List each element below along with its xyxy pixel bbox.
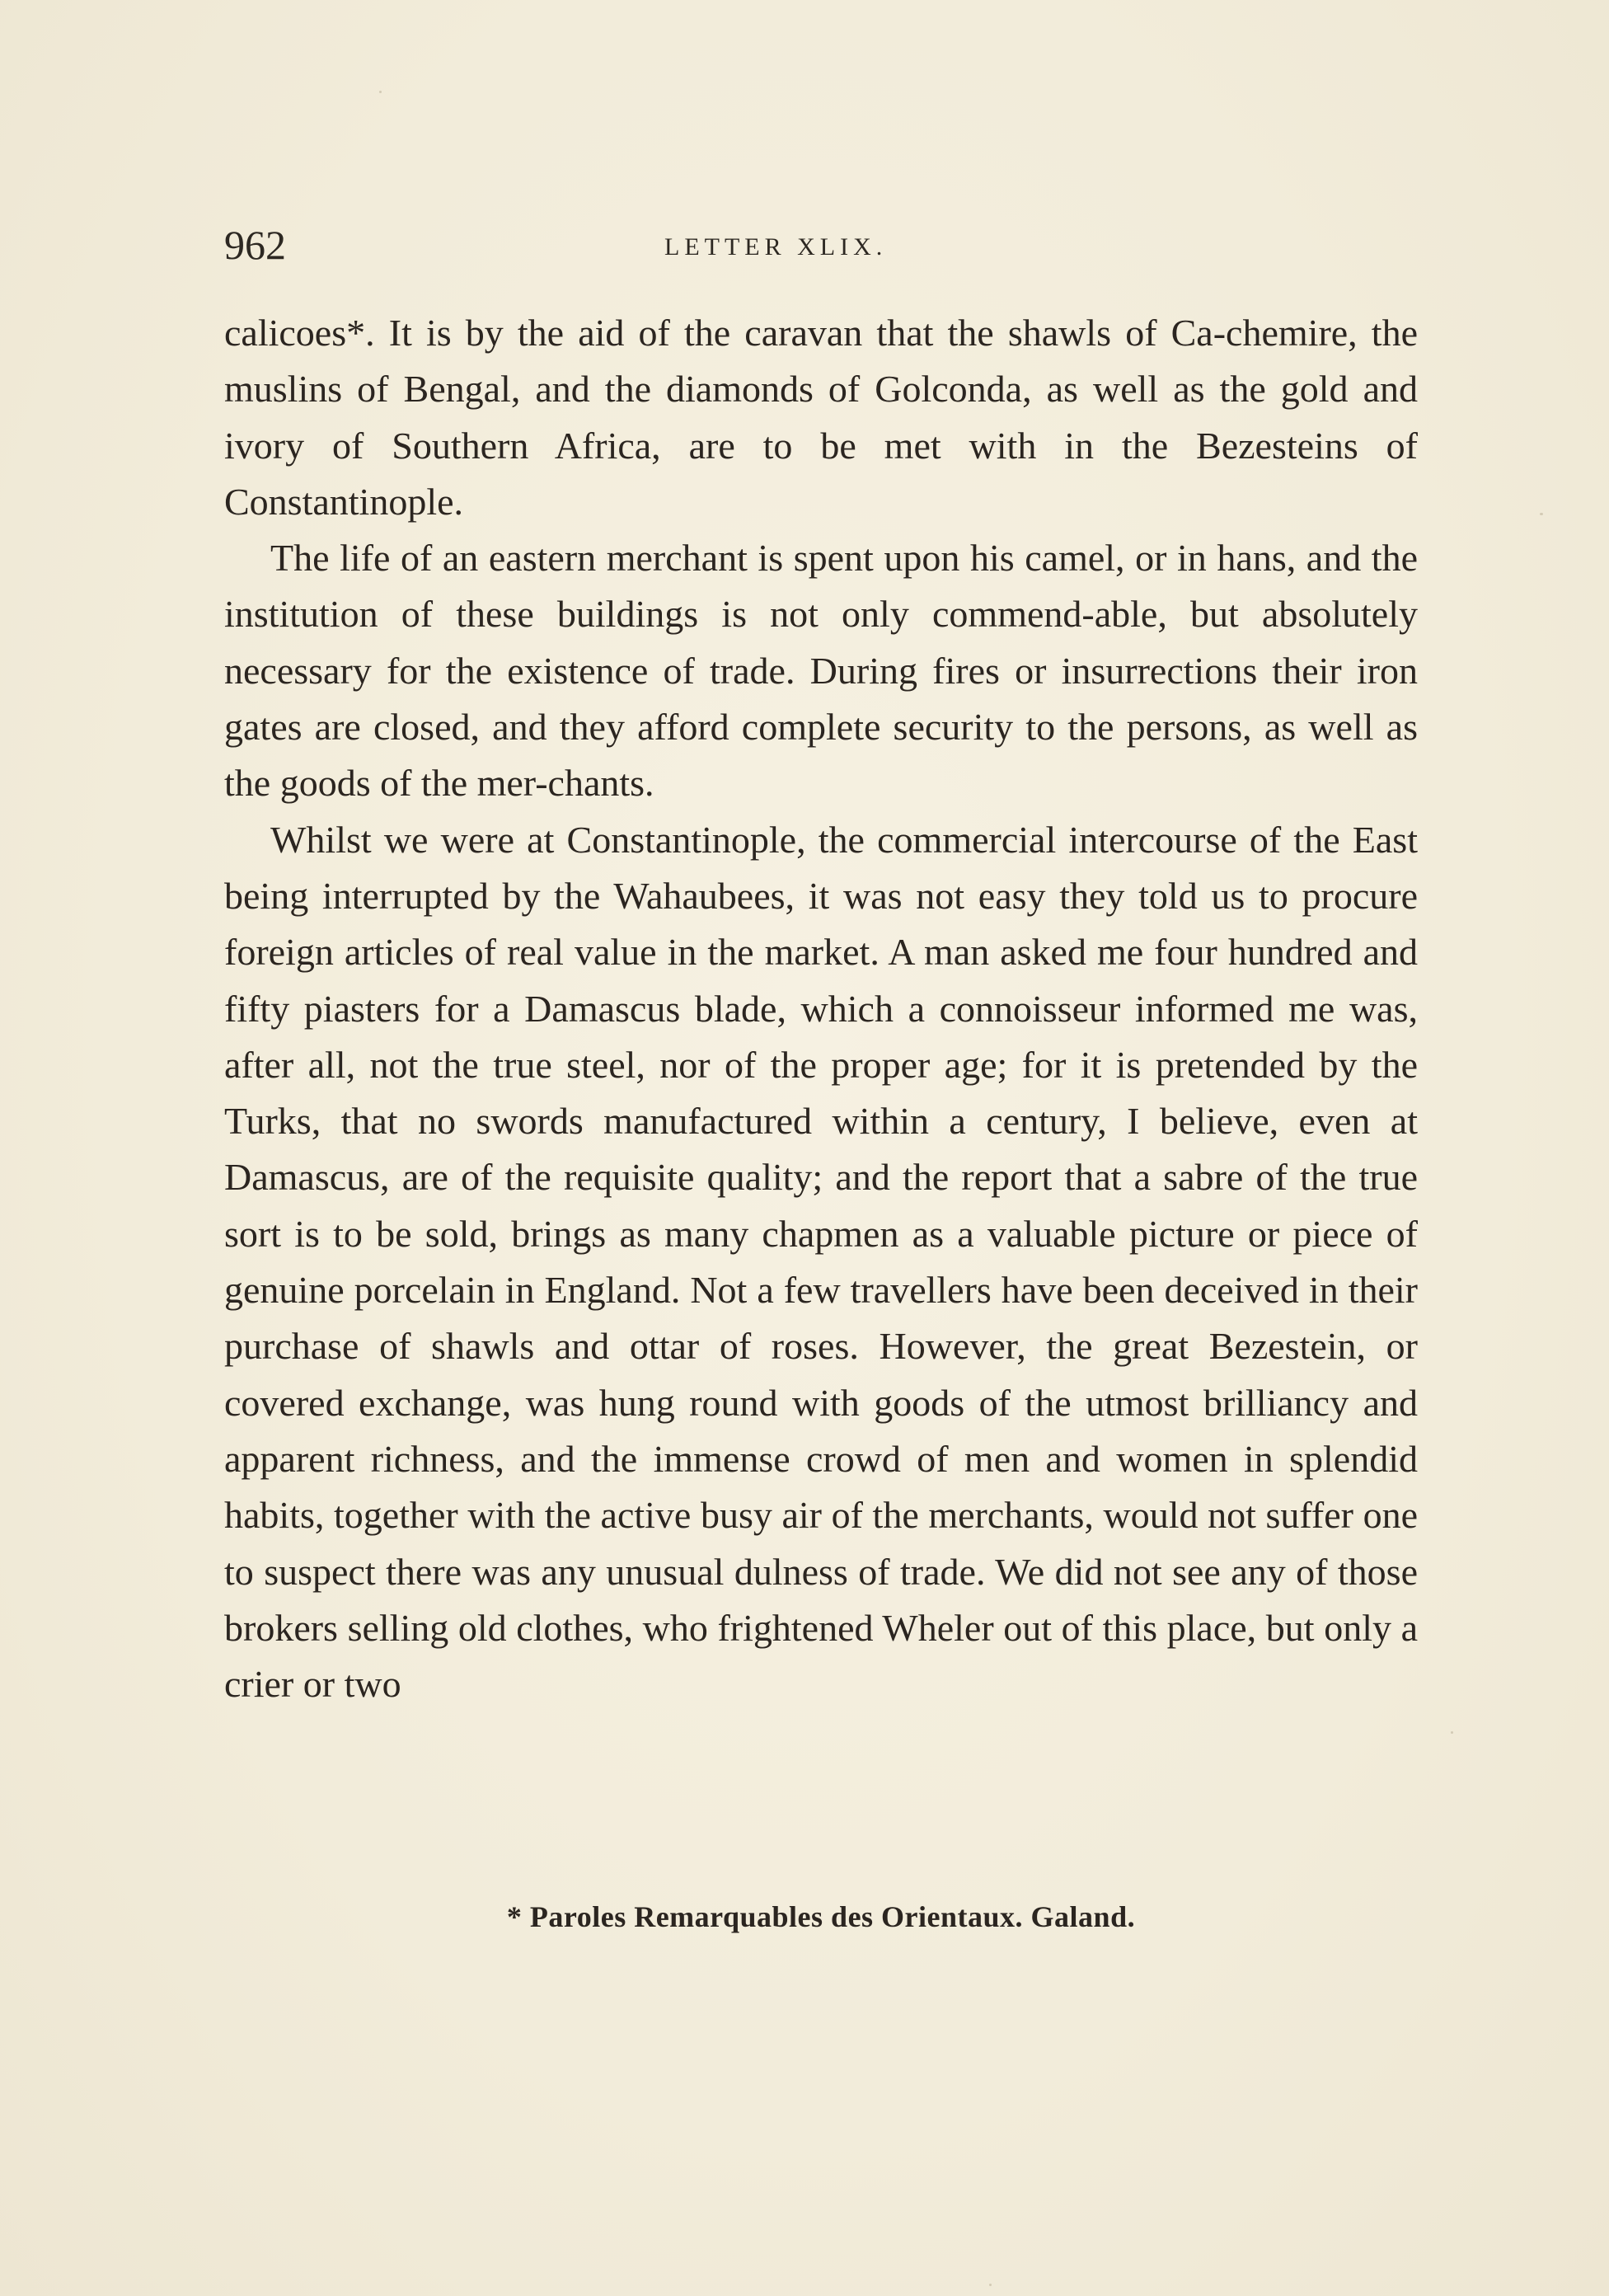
paper-speck	[989, 2284, 992, 2286]
page-header	[224, 216, 1421, 274]
footnote: * Paroles Remarquables des Orientaux. Galand.	[506, 1900, 1136, 1933]
body-text	[224, 305, 1418, 1712]
paper-speck	[1540, 513, 1543, 515]
running-head: LETTER XLIX.	[664, 233, 888, 261]
paragraph-1: calicoes*. It is by the aid of the caravan that the shawls of Ca-chemire, the muslins of Bengal, and the diamonds of Golconda, as well as the gold and ivory of Southern Africa, are to be met with in the Bezesteins of Constantinople.	[224, 312, 1418, 523]
paper-speck	[1451, 1731, 1453, 1734]
paper-speck	[379, 91, 382, 93]
paragraph-2: The life of an eastern merchant is spent upon his camel, or in hans, and the institution of these buildings is not only commend-able, but absolutely necessary for the existence of trade. During fires or insurrections their iron gates are closed, and they afford complete security to the persons, as well as the goods of the mer-chants.	[224, 537, 1418, 805]
page-number: 962	[224, 222, 286, 268]
paragraph-3: Whilst we were at Constantinople, the commercial intercourse of the East being interrupted by the Wahaubees, it was not easy they told us to procure foreign articles of real value in the market. A man asked me four hundred and fifty piasters for a Damascus blade, which a connoisseur informed me was, after all, not the true steel, nor of the proper age; for it is pretended by the Turks, that no swords manufactured within a century, I believe, even at Damascus, are of the requisite quality; and the report that a sabre of the true sort is to be sold, brings as many chapmen as a valuable picture or piece of genuine porcelain in England. Not a few travellers have been deceived in their purchase of shawls and ottar of roses. However, the great Bezestein, or covered exchange, was hung round with goods of the utmost brilliancy and apparent richness, and the immense crowd of men and women in splendid habits, together with the active busy air of the merchants, would not suffer one to suspect there was any unusual dulness of trade. We did not see any of those brokers selling old clothes, who frightened Wheler out of this place, but only a crier or two	[224, 818, 1418, 1706]
